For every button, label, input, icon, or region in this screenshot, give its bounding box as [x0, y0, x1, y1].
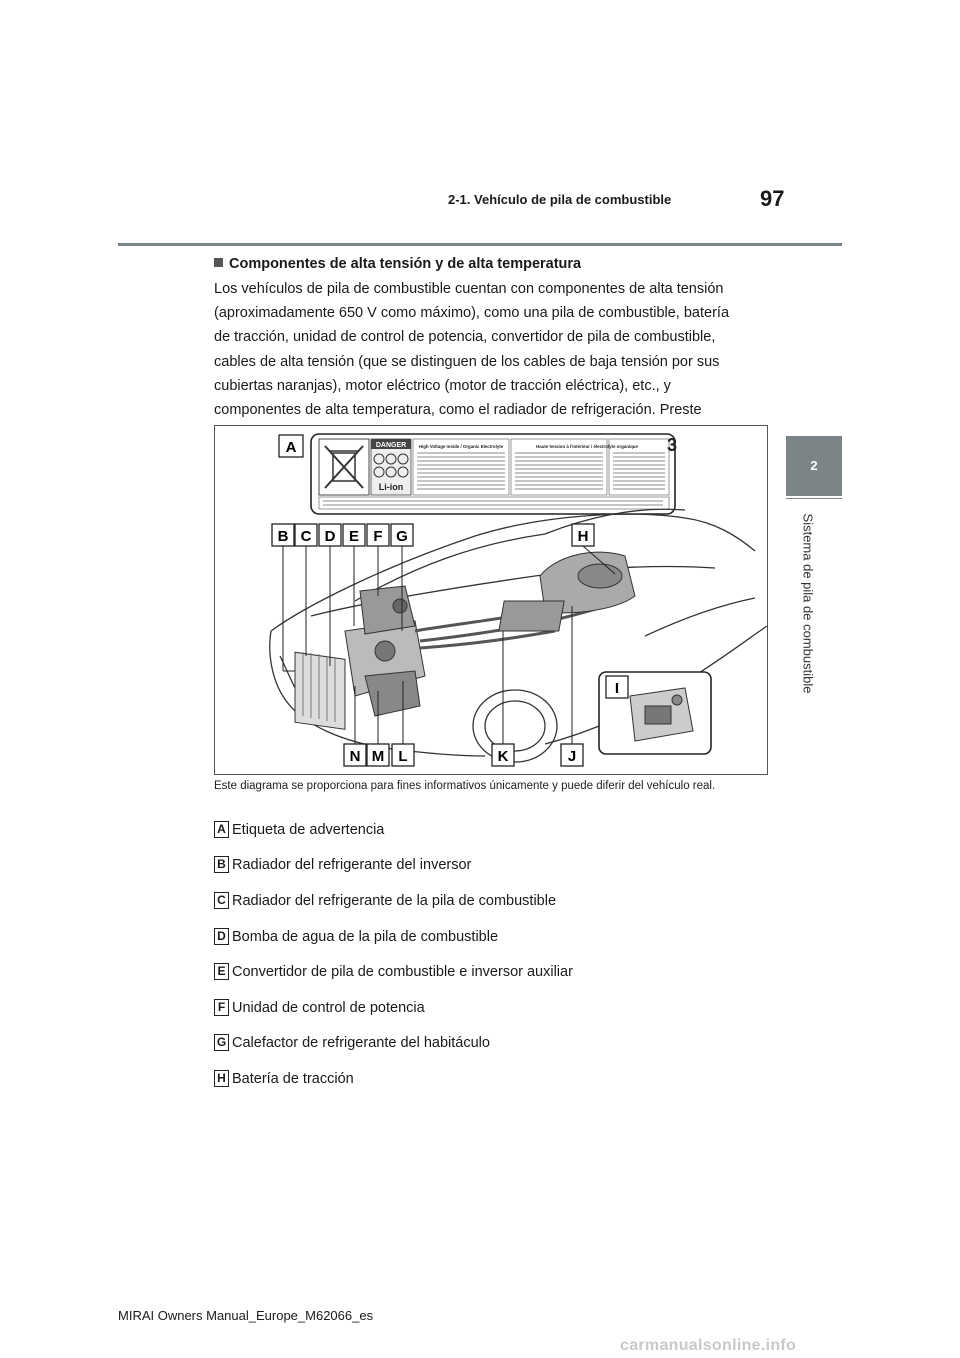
label-heading-en: High Voltage Inside / Organic Electrolyte [418, 444, 504, 449]
legend-letter: A [214, 821, 229, 838]
legend-letter: F [214, 999, 229, 1016]
callout-g: G [396, 528, 408, 545]
legend-text: Radiador del refrigerante del inversor [232, 857, 472, 873]
legend-letter: E [214, 963, 229, 980]
legend-text: Calefactor de refrigerante del habitáculo [232, 1035, 490, 1051]
label-number: 3 [667, 435, 678, 455]
legend-text: Batería de tracción [232, 1071, 354, 1087]
label-li-ion-text: Li-ion [378, 482, 404, 492]
legend-text: Etiqueta de advertencia [232, 822, 385, 838]
section-title: 2-1. Vehículo de pila de combustible [448, 192, 672, 207]
legend-text: Unidad de control de potencia [232, 1000, 425, 1016]
chapter-tab-divider [786, 498, 842, 499]
callout-f: F [373, 528, 383, 545]
callout-m: M [371, 748, 385, 765]
square-bullet-icon [214, 258, 223, 267]
footer-manual-id: MIRAI Owners Manual_Europe_M62066_es [118, 1308, 374, 1323]
callout-i: I [614, 680, 620, 697]
legend-letter: H [214, 1070, 229, 1087]
warning-label [311, 434, 677, 514]
chapter-tab-title [798, 508, 818, 704]
callout-n: N [349, 748, 361, 765]
components-diagram [214, 425, 768, 775]
header-divider [118, 243, 842, 246]
chapter-tab: 2 [786, 436, 842, 496]
subsection-title: Componentes de alta tensión y de alta temperatura [229, 256, 582, 272]
legend-letter: B [214, 856, 229, 873]
callout-d: D [324, 528, 336, 545]
figure-caption: Este diagrama se proporciona para fines informativos únicamente y puede diferir del vehículo real. [214, 780, 716, 792]
body-paragraph: Los vehículos de pila de combustible cuentan con componentes de alta tensión (aproximadamente 650 V como máximo), como una pila de combustible, batería de tracción, unidad de control de potencia, convertidor de pila de combustible, cables de alta tensión (que se distinguen de los cables de baja tensión por sus cubiertas naranjas), motor eléctrico (motor de tracción eléctrica), etc., y componentes de alta temperatura, como el radiador de refrigeración. Preste [214, 281, 730, 419]
label-heading-fr: Haute tension à l'intérieur / électrolyte organique [536, 444, 638, 449]
rear-components [499, 552, 635, 631]
front-components [295, 586, 425, 729]
legend-text: Convertidor de pila de combustible e inversor auxiliar [232, 964, 573, 980]
legend-text: Bomba de agua de la pila de combustible [232, 929, 499, 945]
callout-l: L [398, 748, 408, 765]
callout-a: A [285, 439, 297, 456]
subsection-heading [214, 256, 581, 272]
callout-k: K [497, 748, 509, 765]
car-illustration [215, 426, 768, 775]
callout-j: J [567, 748, 577, 765]
legend-text: Radiador del refrigerante de la pila de combustible [232, 893, 557, 909]
page-number: 97 [760, 186, 785, 211]
watermark: carmanualsonline.info [620, 1337, 797, 1354]
legend-letter: C [214, 892, 229, 909]
label-danger-text: DANGER [375, 442, 407, 449]
legend-letter: G [214, 1034, 229, 1051]
legend-letter: D [214, 928, 229, 945]
callout-e: E [348, 528, 360, 545]
chapter-tab-title-text: Sistema de pila de combustible [800, 513, 816, 694]
callout-b: B [277, 528, 289, 545]
callout-c: C [300, 528, 312, 545]
callout-h: H [577, 528, 589, 545]
